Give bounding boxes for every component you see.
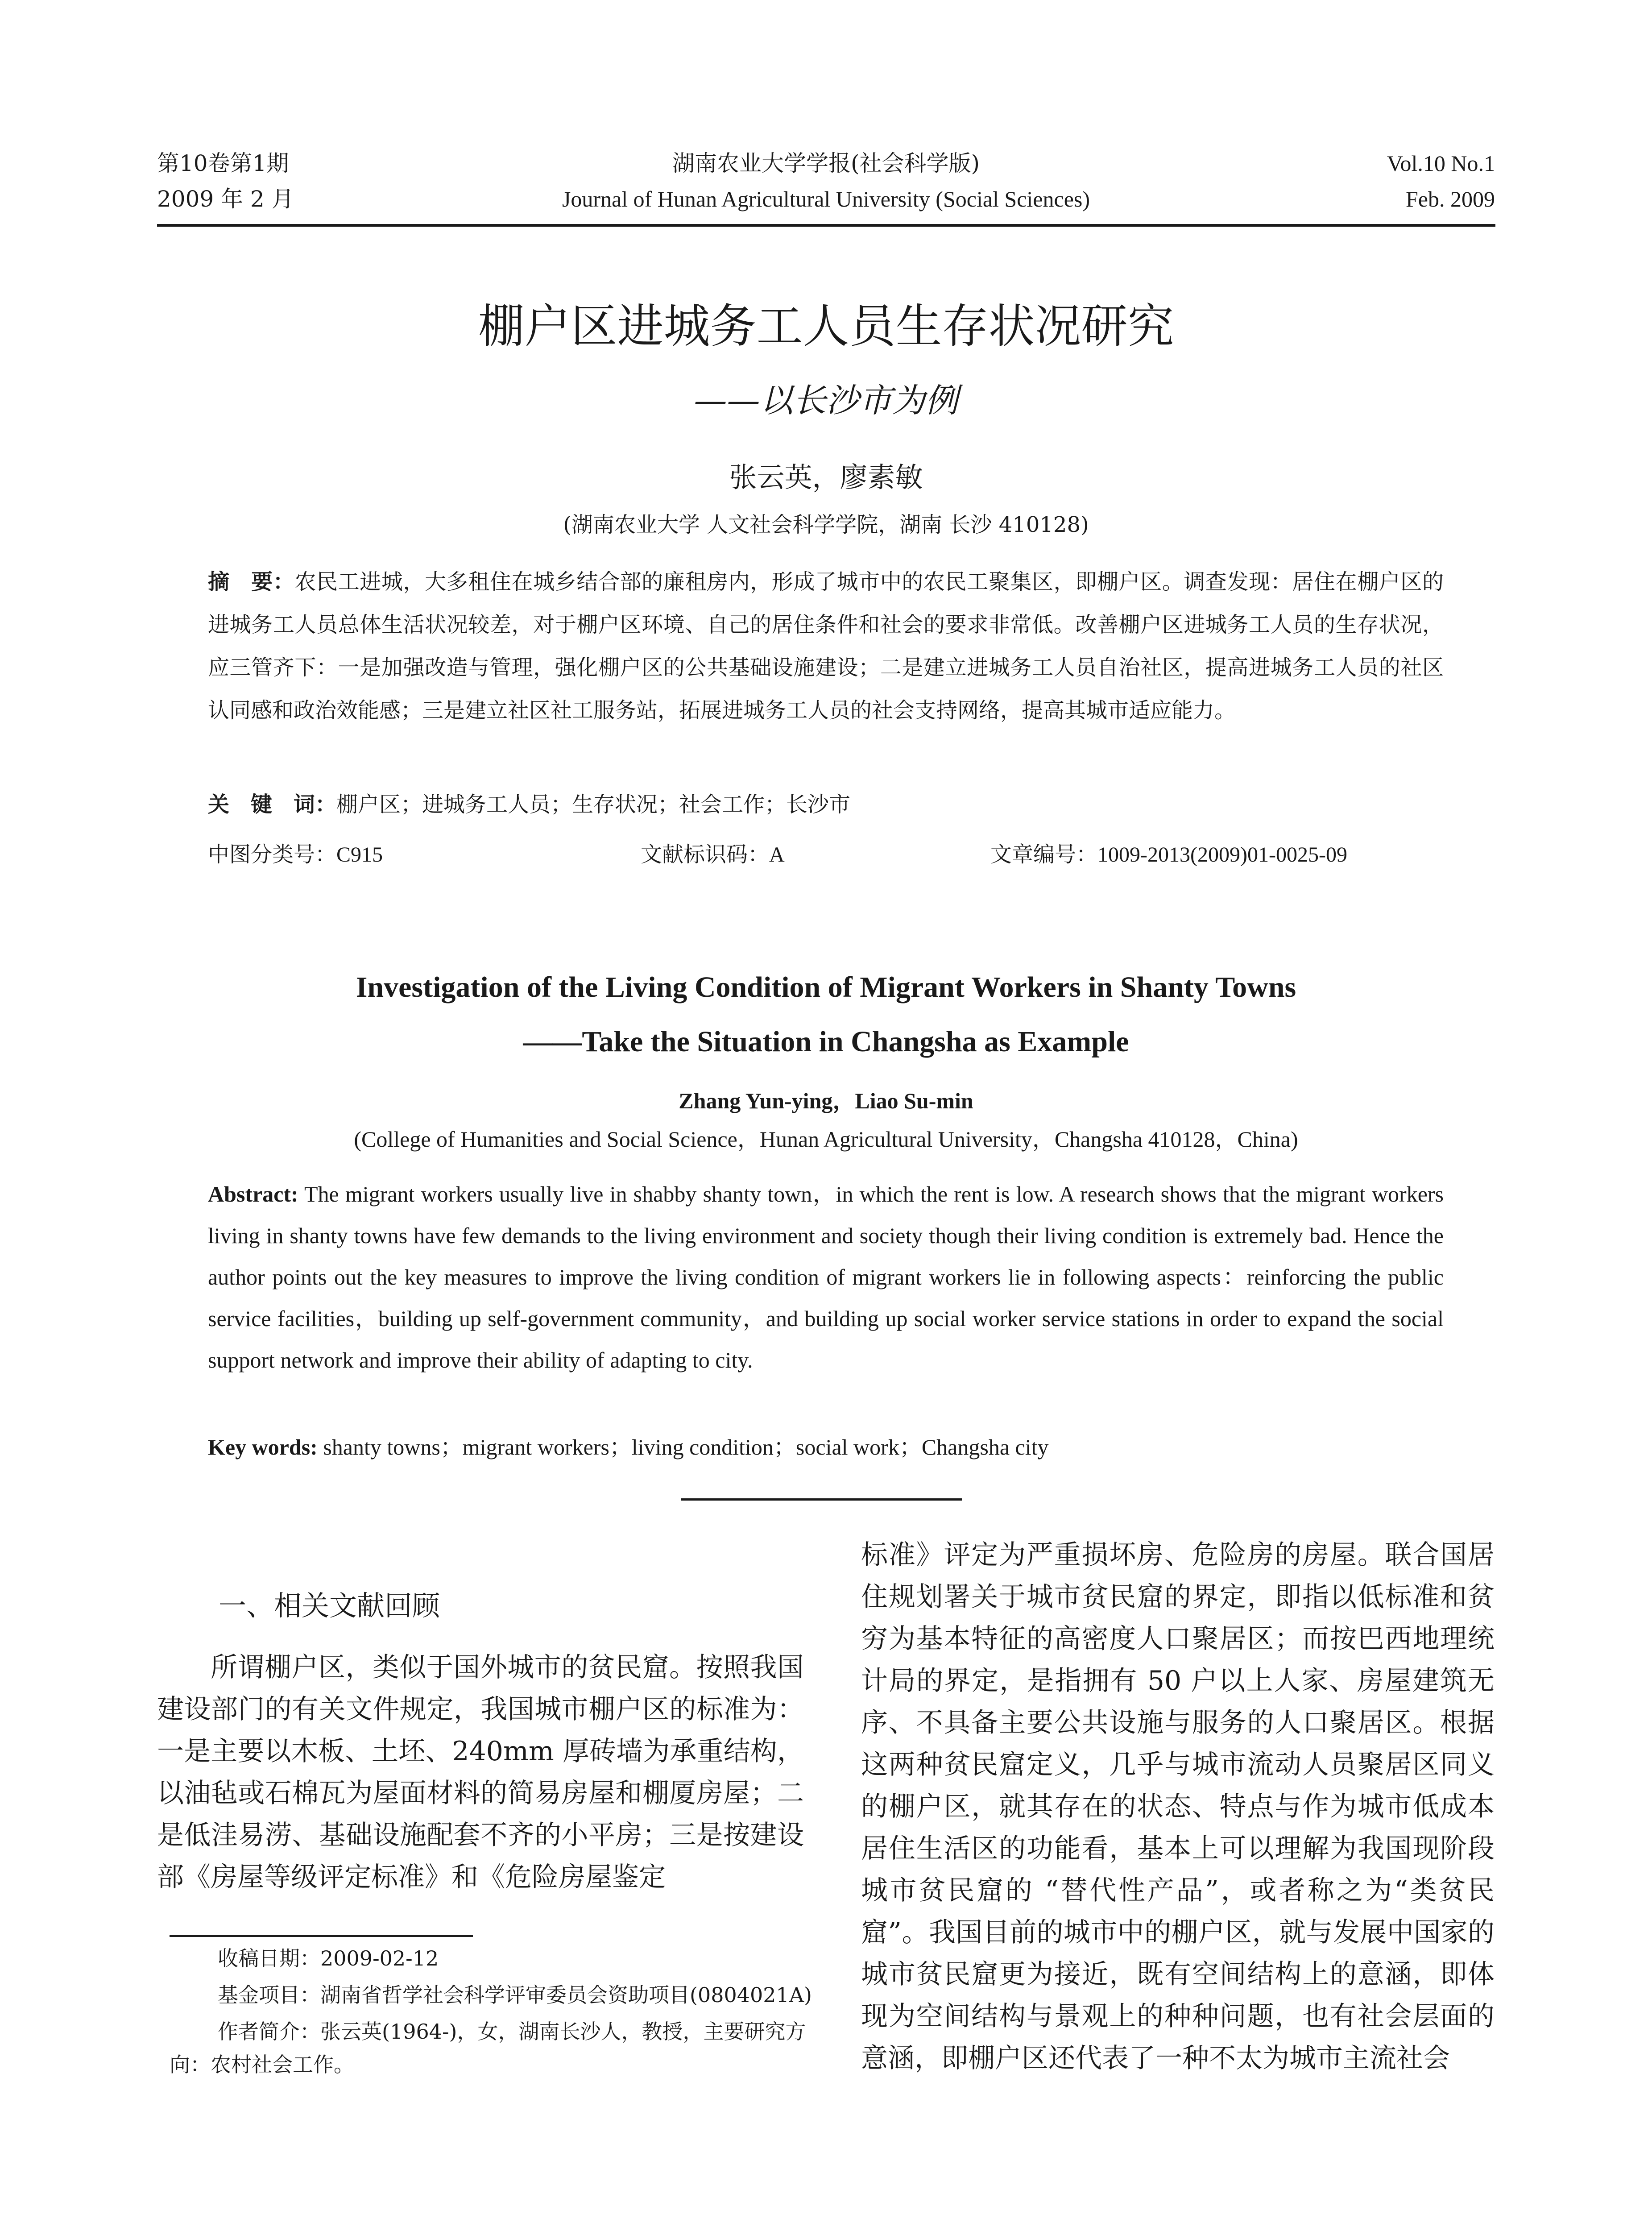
keywords-cn	[208, 789, 1444, 820]
paper-subtitle-en: ——Take the Situation in Changsha as Example	[523, 1025, 1129, 1058]
authors-en: Zhang Yun-ying，Liao Su-min	[679, 1088, 973, 1113]
doc-value: A	[769, 843, 785, 867]
document-code	[641, 839, 785, 871]
paper-title-cn: 棚户区进城务工人员生存状况研究	[478, 299, 1174, 353]
abstract-en-text: The migrant workers usually live in shabby shanty town，in which the rent is low. A research shows that the migrant workers living in shanty towns have few demands to the living environment and society though their living condition is extremely bad. Hence the author points out the key measures to improve the living condition of migrant workers lie in following aspects：reinforcing the public service facilities，building up self-government community，and building up social worker service stations in order to expand the social support network and improve their ability of adapting to city.	[208, 1182, 1444, 1373]
footnote-author: 作者简介：张云英(1964-)，女，湖南长沙人，教授，主要研究方向：农村社会工作。	[170, 2020, 806, 2077]
clc-label: 中图分类号：	[208, 842, 337, 867]
abstract-cn-text: 农民工进城，大多租住在城乡结合部的廉租房内，形成了城市中的农民工聚集区，即棚户区。调查发现：居住在棚户区的进城务工人员总体生活状况较差，对于棚户区环境、自己的居住条件和社会的要求非常低。改善棚户区进城务工人员的生存状况，应三管齐下：一是加强改造与管理，强化棚户区的公共基础设施建设；二是建立进城务工人员自治社区，提高进城务工人员的社区认同感和政治效能感；三是建立社区社工服务站，拓展进城务工人员的社会支持网络，提高其城市适应能力。	[208, 569, 1444, 723]
section-heading-1: 一、相关文献回顾	[219, 1589, 440, 1622]
date-cn: 2009 年 2 月	[157, 186, 294, 212]
footnotes	[170, 1942, 812, 2085]
abstract-en	[208, 1174, 1444, 1381]
journal-name-en: Journal of Hunan Agricultural University (Social Sciences)	[562, 187, 1090, 211]
abstract-cn	[208, 560, 1444, 732]
footnote-fund: 基金项目：湖南省哲学社会科学评审委员会资助项目(0804021A)	[218, 1983, 812, 2007]
paper-title-en: Investigation of the Living Condition of Migrant Workers in Shanty Towns	[356, 971, 1296, 1004]
affiliation-en: (College of Humanities and Social Science，Hunan Agricultural University，Changsha 410128，China)	[354, 1127, 1298, 1152]
keywords-cn-text: 棚户区；进城务工人员；生存状况；社会工作；长沙市	[336, 792, 851, 817]
body-text-right-column: 标准》评定为严重损坏房、危险房的房屋。联合国居住规划署关于城市贫民窟的界定，即指以低标准和贫穷为基本特征的高密度人口聚居区；而按巴西地理统计局的界定，是指拥有 50 户以上人家、房屋建筑无序、不具备主要公共设施与服务的人口聚居区。根据这两种贫民窟定义，几乎与城市流动人员聚居区同义的棚户区，就其存在的状态、特点与作为城市低成本居住生活区的功能看，基本上可以理解为我国现阶段城市贫民窟的 “替代性产品”，或者称之为“类贫民窟”。我国目前的城市中的棚户区，就与发展中国家的城市贫民窟更为接近，既有空间结构上的意涵，即体现为空间结构与景观上的种种问题，也有社会层面的意涵，即棚户区还代表了一种不太为城市主流社会	[861, 1539, 1495, 2074]
abstract-cn-label: 摘 要：	[208, 569, 295, 594]
doc-label: 文献标识码：	[641, 842, 770, 867]
volume-issue-cn: 第10卷第1期	[157, 150, 289, 176]
keywords-en	[208, 1431, 1444, 1463]
body-text-left-column: 所谓棚户区，类似于国外城市的贫民窟。按照我国建设部门的有关文件规定，我国城市棚户区的标准为：一是主要以木板、土坯、240mm 厚砖墙为承重结构，以油毡或石棉瓦为屋面材料的简易房屋和棚厦房屋；二是低洼易涝、基础设施配套不齐的小平房；三是按建设部《房屋等级评定标准》和《危险房屋鉴定	[157, 1652, 804, 1893]
authors-cn: 张云英，廖素敏	[729, 461, 923, 493]
clc-number	[208, 839, 383, 871]
header-rule	[157, 224, 1495, 227]
keywords-en-text: shanty towns；migrant workers；living condition；social work；Changsha city	[317, 1435, 1049, 1460]
keywords-cn-label: 关 键 词：	[208, 792, 337, 817]
article-label: 文章编号：	[990, 842, 1098, 867]
keywords-en-label: Key words:	[208, 1435, 318, 1460]
article-value: 1009-2013(2009)01-0025-09	[1097, 843, 1347, 867]
clc-value: C915	[336, 843, 383, 867]
section-separator	[681, 1498, 962, 1501]
abstract-en-label: Abstract:	[208, 1182, 298, 1207]
affiliation-cn: (湖南农业大学 人文社会科学学院，湖南 长沙 410128)	[563, 512, 1089, 537]
article-number	[990, 839, 1347, 871]
volume-issue-en: Vol.10 No.1	[1387, 151, 1495, 176]
date-en: Feb. 2009	[1406, 187, 1495, 211]
footnote-received: 收稿日期：2009-02-12	[218, 1946, 439, 1970]
journal-name-cn: 湖南农业大学学报(社会科学版)	[672, 150, 980, 176]
paper-subtitle-cn: ——以长沙市为例	[694, 382, 958, 420]
footnote-rule	[170, 1935, 473, 1937]
